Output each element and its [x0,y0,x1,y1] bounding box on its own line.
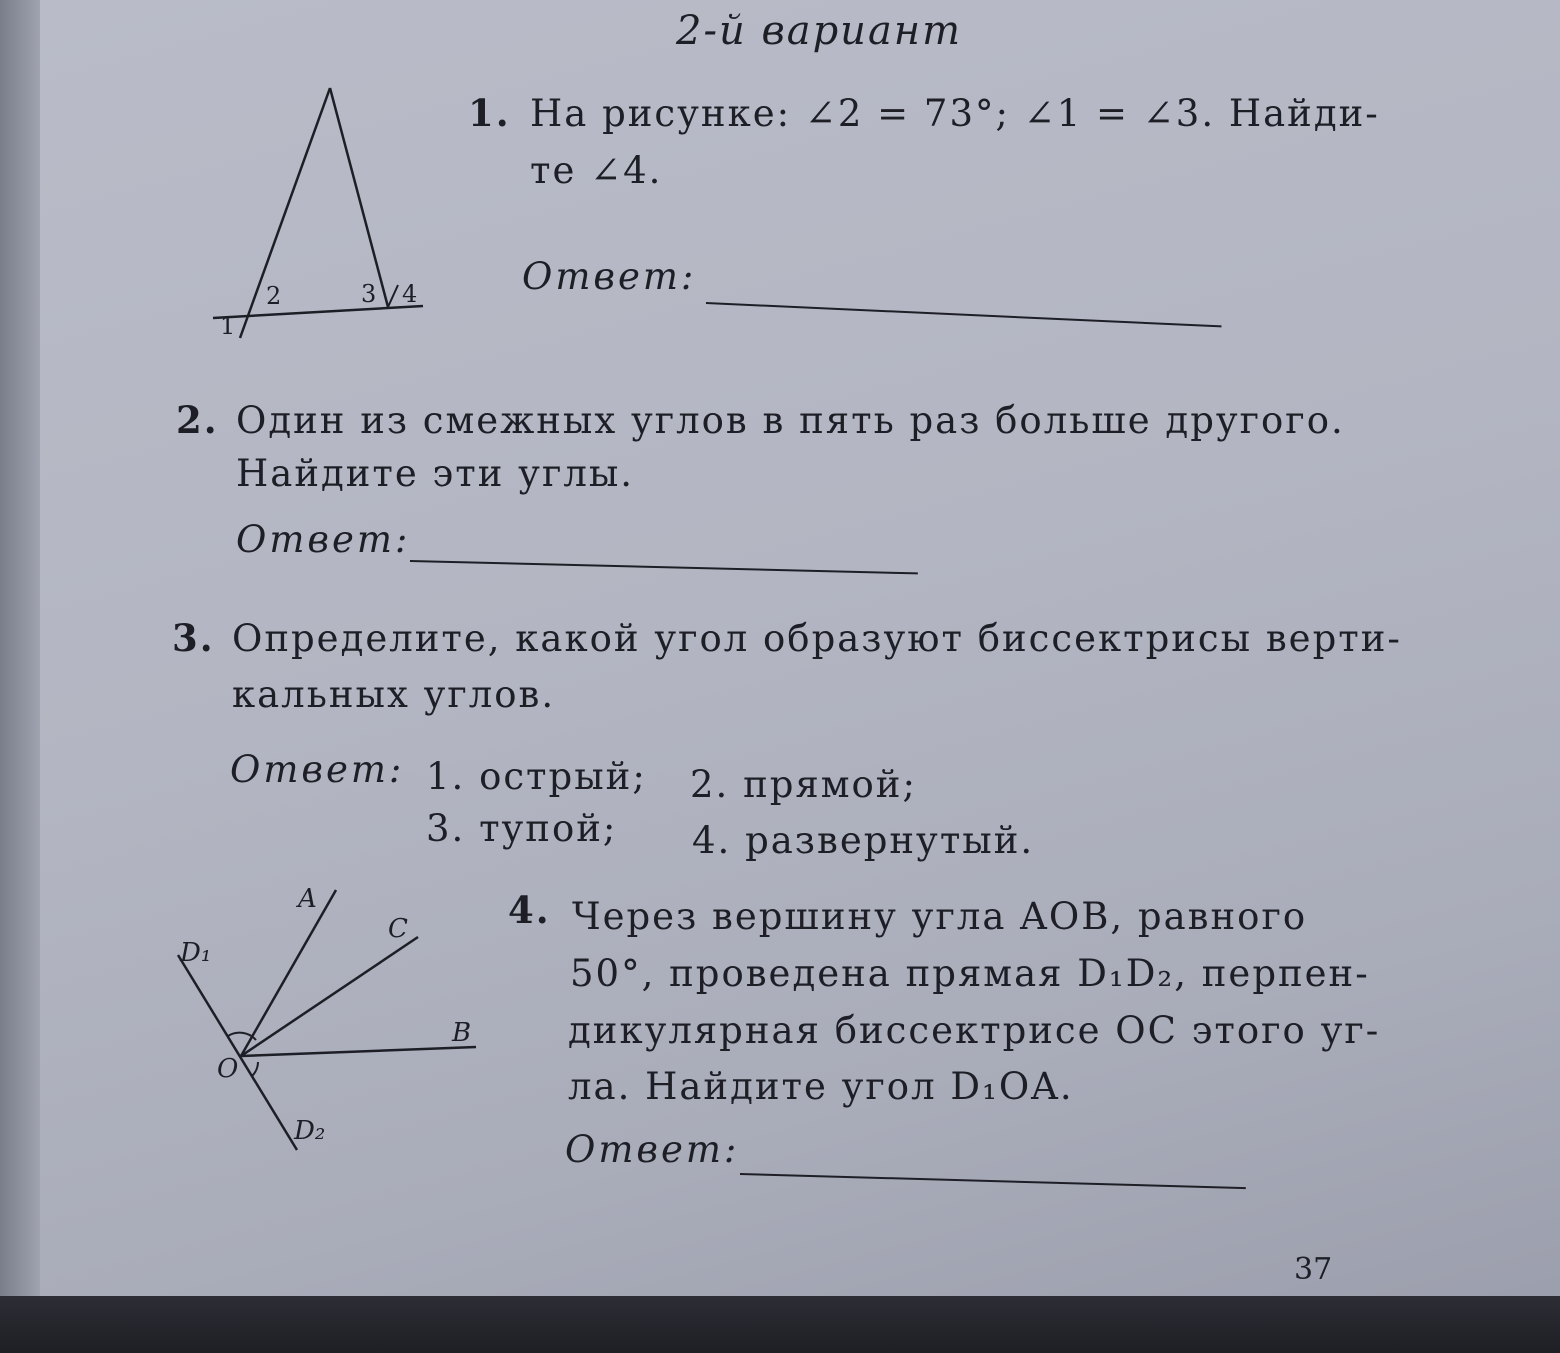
angle-label-4: 4 [402,280,418,308]
point-label-o: O [217,1054,239,1084]
task-4-line-4: ла. Найдите угол D₁OA. [568,1065,1074,1108]
task-3-option-2[interactable]: 2. прямой; [690,763,917,806]
point-label-d2: D₂ [294,1116,326,1146]
point-label-a: A [298,884,317,914]
point-label-d1: D₁ [180,938,212,968]
task-2-line-1: Один из смежных углов в пять раз больше другого. [236,399,1345,442]
task-3-option-1[interactable]: 1. острый; [426,755,647,798]
task-4-line-1: Через вершину угла AOB, равного [572,895,1308,938]
variant-heading: 2-й вариант [676,8,963,54]
page-bottom-shadow [0,1296,1560,1353]
task-4-answer-label: Ответ: [565,1128,740,1171]
task-1-number: 1. [468,91,511,135]
task-4-number: 4. [508,888,551,932]
task-3-line-1: Определите, какой угол образуют биссектрисы верти- [232,617,1402,660]
task-1-answer-label: Ответ: [522,255,697,298]
task-1-line-1: На рисунке: ∠2 = 73°; ∠1 = ∠3. Найди- [530,92,1380,135]
angle-label-1: 1 [220,312,236,340]
task-2-number: 2. [176,398,219,442]
point-label-b: B [452,1018,472,1048]
task-2-line-2: Найдите эти углы. [236,452,635,495]
task-2-answer-label: Ответ: [236,518,411,561]
task-1-line-2: те ∠4. [530,149,663,192]
task-3-option-4[interactable]: 4. развернутый. [692,819,1035,862]
task-4-line-3: дикулярная биссектрисе OC этого уг- [568,1009,1381,1052]
task-3-option-3[interactable]: 3. тупой; [426,807,618,850]
point-label-c: C [388,914,408,944]
task-3-line-2: кальных углов. [232,673,556,716]
task-4-line-2: 50°, проведена прямая D₁D₂, перпен- [570,952,1370,995]
angle-label-2: 2 [266,282,282,310]
page-number: 37 [1294,1252,1333,1287]
task-3-number: 3. [172,616,215,660]
angle-label-3: 3 [361,280,377,308]
task-3-answer-label: Ответ: [230,748,405,791]
